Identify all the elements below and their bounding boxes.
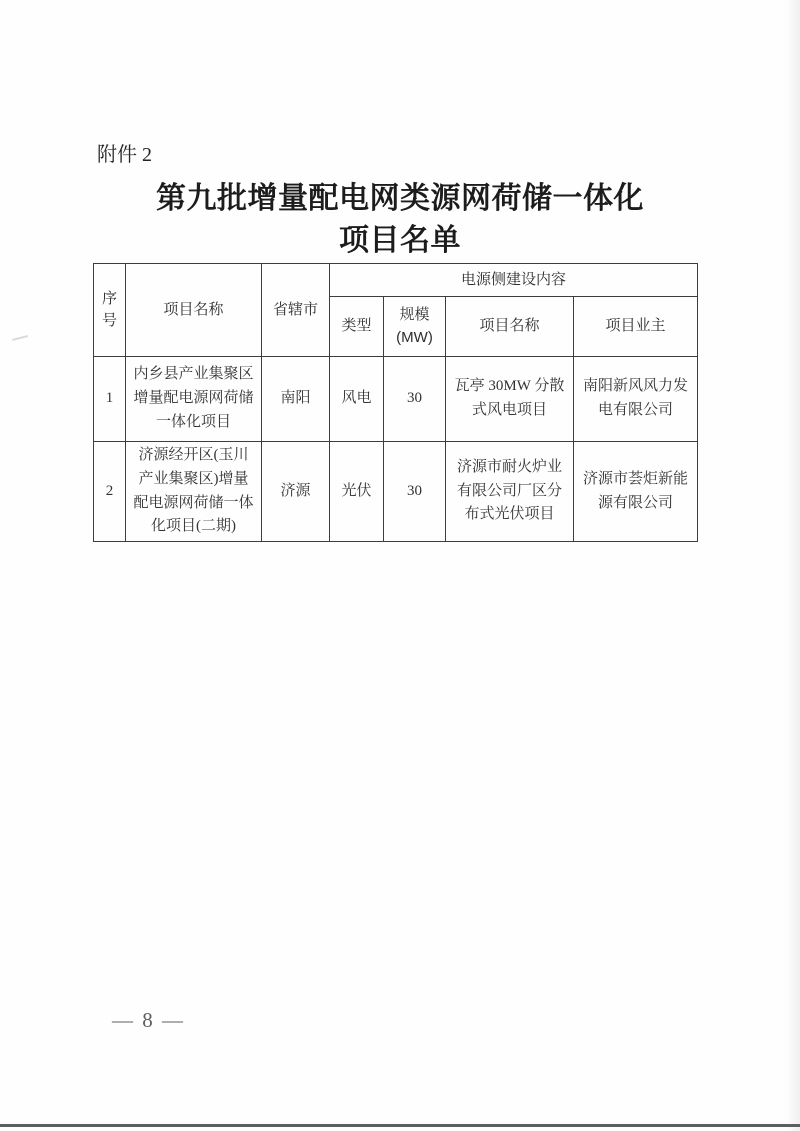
- cell-owner: 济源市荟炬新能源有限公司: [574, 442, 698, 542]
- header-scale-unit: (MW): [396, 328, 433, 346]
- page-title-line-1: 第九批增量配电网类源网荷储一体化: [156, 182, 644, 215]
- scan-bottom-page-edge: [0, 1124, 800, 1127]
- attachment-label: 附件 2: [97, 144, 152, 166]
- header-scale: [384, 297, 446, 357]
- scan-artifact-speck: [12, 335, 28, 341]
- cell-index: 2: [94, 442, 126, 542]
- cell-power-project: 瓦亭 30MW 分散式风电项目: [446, 357, 574, 442]
- header-index: 序号: [94, 264, 126, 357]
- cell-city: 济源: [262, 442, 330, 542]
- header-group-power-side: 电源侧建设内容: [330, 264, 698, 297]
- cell-project-name: 内乡县产业集聚区增量配电源网荷储一体化项目: [126, 357, 262, 442]
- cell-owner: 南阳新风风力发电有限公司: [574, 357, 698, 442]
- page-title-line-2: 项目名单: [339, 224, 461, 257]
- header-scale-label: 规模: [399, 306, 430, 323]
- page-number: — 8 —: [112, 1008, 185, 1032]
- scan-right-edge-shadow: [786, 0, 800, 1131]
- header-type: 类型: [330, 297, 384, 357]
- cell-index: 1: [94, 357, 126, 442]
- table-header-row-group: [94, 264, 698, 297]
- cell-type: 风电: [330, 357, 384, 442]
- cell-scale: 30: [384, 442, 446, 542]
- table-row: [94, 442, 698, 542]
- header-owner: 项目业主: [574, 297, 698, 357]
- cell-type: 光伏: [330, 442, 384, 542]
- project-list-table: [93, 263, 698, 542]
- header-power-project-name: 项目名称: [446, 297, 574, 357]
- cell-power-project: 济源市耐火炉业有限公司厂区分布式光伏项目: [446, 442, 574, 542]
- page-title: [0, 178, 800, 262]
- cell-scale: 30: [384, 357, 446, 442]
- table-row: [94, 357, 698, 442]
- header-city: 省辖市: [262, 264, 330, 357]
- cell-project-name: 济源经开区(玉川产业集聚区)增量配电源网荷储一体化项目(二期): [126, 442, 262, 542]
- header-project-name: 项目名称: [126, 264, 262, 357]
- cell-city: 南阳: [262, 357, 330, 442]
